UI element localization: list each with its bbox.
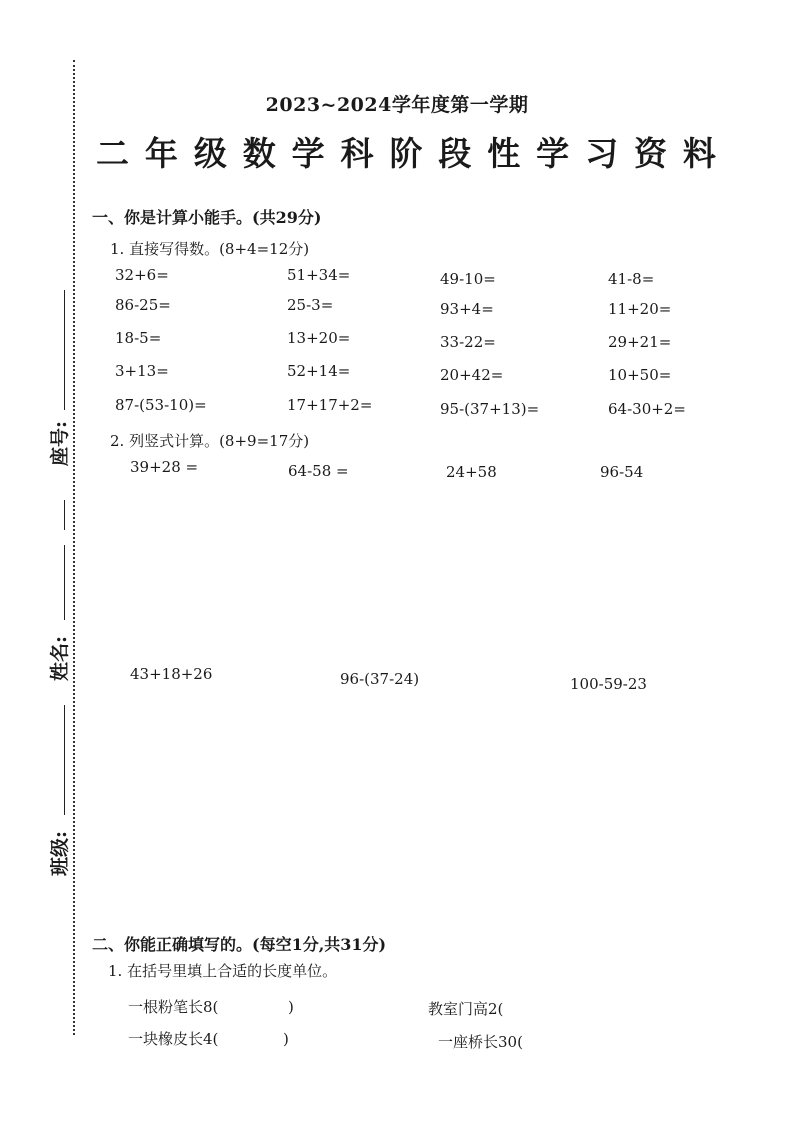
calc-item: 17+17+2=: [287, 396, 373, 414]
calc-item: 51+34=: [287, 266, 351, 284]
unit-item-door: [428, 998, 568, 1019]
name-blank-line: [64, 545, 65, 620]
calc-item: 32+6=: [115, 266, 169, 284]
title-char: 段: [438, 134, 472, 173]
vertical-calc-2: 64-58 =: [288, 462, 349, 480]
unit-item-text: 一块橡皮长4(: [128, 1030, 219, 1048]
seat-label: 座号:: [49, 420, 72, 467]
title-char: 数: [242, 134, 276, 173]
title-char: 学: [291, 134, 325, 173]
seat-mark-line: [64, 500, 65, 530]
part2-heading: 2. 列竖式计算。(8+9=17分): [110, 432, 310, 450]
section2-part1-heading: 1. 在括号里填上合适的长度单位。: [108, 962, 338, 980]
calc-item: 3+13=: [115, 362, 169, 380]
vertical-calc-5: 43+18+26: [130, 665, 213, 683]
vertical-calc-1: 39+28 =: [130, 458, 199, 476]
seat-blank-line: [64, 290, 65, 410]
unit-item-text: 教室门高2(: [428, 1000, 504, 1018]
calc-item: 18-5=: [115, 329, 162, 347]
title-char: 性: [487, 134, 521, 173]
section1-heading: 一、你是计算小能手。(共29分): [92, 208, 322, 227]
calc-item: 10+50=: [608, 366, 672, 384]
unit-item-text: 一座桥长30(: [438, 1033, 523, 1051]
section2-heading: 二、你能正确填写的。(每空1分,共31分): [92, 935, 387, 954]
unit-item-close: ): [287, 998, 294, 1016]
title-char: 阶: [389, 134, 423, 173]
class-blank-line: [64, 705, 65, 815]
class-label: 班级:: [49, 830, 72, 877]
calc-item: 25-3=: [287, 296, 334, 314]
title-char: 料: [682, 134, 716, 173]
unit-item-bridge: [438, 1031, 588, 1052]
part1-heading: 1. 直接写得数。(8+4=12分): [110, 240, 310, 258]
unit-item-text: 一根粉笔长8(: [128, 998, 219, 1016]
calc-item: 87-(53-10)=: [115, 396, 207, 414]
title-char: 科: [340, 134, 374, 173]
vertical-calc-6: 96-(37-24): [340, 670, 420, 688]
calc-item: 49-10=: [440, 270, 496, 288]
vertical-calc-4: 96-54: [600, 463, 644, 481]
calc-item: 93+4=: [440, 300, 494, 318]
calc-item: 52+14=: [287, 362, 351, 380]
calc-item: 95-(37+13)=: [440, 400, 540, 418]
calc-item: 11+20=: [608, 300, 672, 318]
calc-item: 13+20=: [287, 329, 351, 347]
title-char: 学: [536, 134, 570, 173]
term-title: 2023~2024学年度第一学期: [265, 94, 529, 116]
unit-item-chalk: [128, 996, 294, 1017]
calc-item: 29+21=: [608, 333, 672, 351]
title-char: 年: [144, 134, 178, 173]
calc-item: 86-25=: [115, 296, 171, 314]
main-title: [96, 128, 716, 175]
name-label: 姓名:: [49, 635, 72, 682]
calc-item: 41-8=: [608, 270, 655, 288]
title-char: 级: [193, 134, 227, 173]
vertical-calc-3: 24+58: [446, 463, 497, 481]
title-char: 资: [633, 134, 667, 173]
title-char: 习: [585, 134, 619, 173]
calc-item: 64-30+2=: [608, 400, 686, 418]
vertical-calc-7: 100-59-23: [570, 675, 647, 693]
calc-item: 20+42=: [440, 366, 504, 384]
unit-item-eraser: [128, 1028, 289, 1049]
binding-dotted-line: [73, 60, 75, 1035]
calc-item: 33-22=: [440, 333, 496, 351]
unit-item-close: ): [282, 1030, 289, 1048]
title-char: 二: [96, 134, 129, 173]
